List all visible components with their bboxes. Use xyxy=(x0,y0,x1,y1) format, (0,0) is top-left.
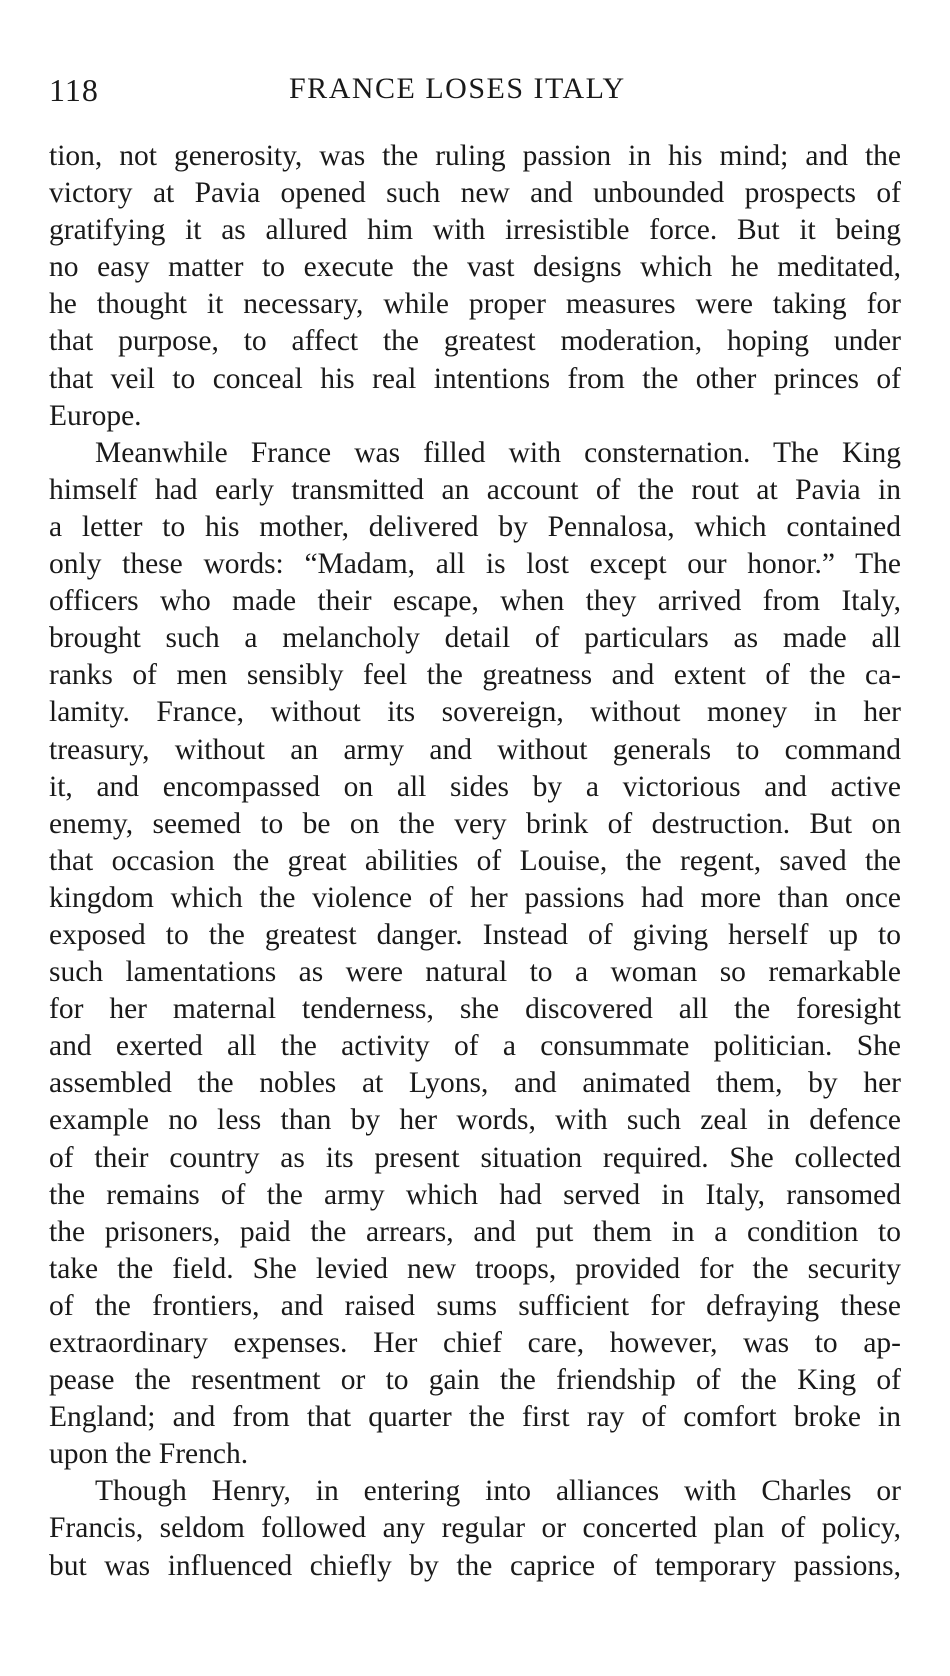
text-line: that occasion the great abilities of Louise, the regent, saved the xyxy=(49,844,901,877)
running-header xyxy=(49,72,899,120)
text-line: pease the resentment or to gain the friendship of the King of xyxy=(49,1364,901,1397)
text-line: England; and from that quarter the first ray of comfort broke in xyxy=(49,1401,901,1434)
text-line: and exerted all the activity of a consummate politician. She xyxy=(49,1030,901,1063)
text-line: example no less than by her words, with such zeal in defence xyxy=(49,1104,901,1137)
page-number: 118 xyxy=(49,72,99,108)
text-line: gratifying it as allured him with irresistible force. But it being xyxy=(49,214,901,247)
text-line: extraordinary expenses. Her chief care, however, was to ap- xyxy=(49,1327,901,1359)
text-line: a letter to his mother, delivered by Pennalosa, which contained xyxy=(49,510,901,543)
text-line: that veil to conceal his real intentions from the other princes of xyxy=(49,362,901,395)
text-line: brought such a melancholy detail of particulars as made all xyxy=(49,622,901,655)
text-line: of the frontiers, and raised sums sufficient for defraying these xyxy=(49,1289,901,1322)
text-line: for her maternal tenderness, she discovered all the foresight xyxy=(49,993,901,1026)
text-line: it, and encompassed on all sides by a victorious and active xyxy=(49,770,901,803)
paragraph-meanwhile xyxy=(49,435,901,1474)
text-line: but was influenced chiefly by the caprice of temporary passions, xyxy=(49,1549,901,1582)
body-text xyxy=(49,138,901,1585)
text-line: ranks of men sensibly feel the greatness and extent of the ca- xyxy=(49,659,901,692)
running-title: FRANCE LOSES ITALY xyxy=(289,72,626,105)
text-line: kingdom which the violence of her passions had more than once xyxy=(49,881,901,914)
text-line: Europe. xyxy=(49,399,142,432)
text-line: Though Henry, in entering into alliances with Charles or xyxy=(95,1475,901,1508)
text-line: upon the French. xyxy=(49,1438,249,1471)
text-line: assembled the nobles at Lyons, and animated them, by her xyxy=(49,1067,901,1100)
text-line: only these words: “Madam, all is lost except our honor.” The xyxy=(49,548,901,581)
text-line: of their country as its present situation required. She collected xyxy=(49,1141,901,1174)
paragraph-continuation xyxy=(49,138,901,435)
text-line: officers who made their escape, when they arrived from Italy, xyxy=(49,585,901,618)
text-line: victory at Pavia opened such new and unbounded prospects of xyxy=(49,177,901,210)
text-line: no easy matter to execute the vast designs which he meditated, xyxy=(49,251,901,284)
text-line: enemy, seemed to be on the very brink of destruction. But on xyxy=(49,807,901,840)
text-line: he thought it necessary, while proper measures were taking for xyxy=(49,288,901,321)
text-line: such lamentations as were natural to a woman so remarkable xyxy=(49,956,901,989)
paragraph-though-henry xyxy=(49,1473,901,1584)
text-line: that purpose, to affect the greatest moderation, hoping under xyxy=(49,325,901,358)
text-line: Meanwhile France was filled with consternation. The King xyxy=(95,436,901,469)
text-line: treasury, without an army and without generals to command xyxy=(49,733,901,766)
text-line: the remains of the army which had served in Italy, ransomed xyxy=(49,1178,901,1211)
text-line: tion, not generosity, was the ruling passion in his mind; and the xyxy=(49,140,901,172)
text-line: the prisoners, paid the arrears, and put them in a condition to xyxy=(49,1215,901,1248)
text-line: lamity. France, without its sovereign, without money in her xyxy=(49,696,901,729)
text-line: Francis, seldom followed any regular or concerted plan of policy, xyxy=(49,1512,901,1545)
text-line: himself had early transmitted an account of the rout at Pavia in xyxy=(49,473,901,506)
text-line: exposed to the greatest danger. Instead of giving herself up to xyxy=(49,918,901,951)
text-line: take the field. She levied new troops, provided for the security xyxy=(49,1252,901,1285)
